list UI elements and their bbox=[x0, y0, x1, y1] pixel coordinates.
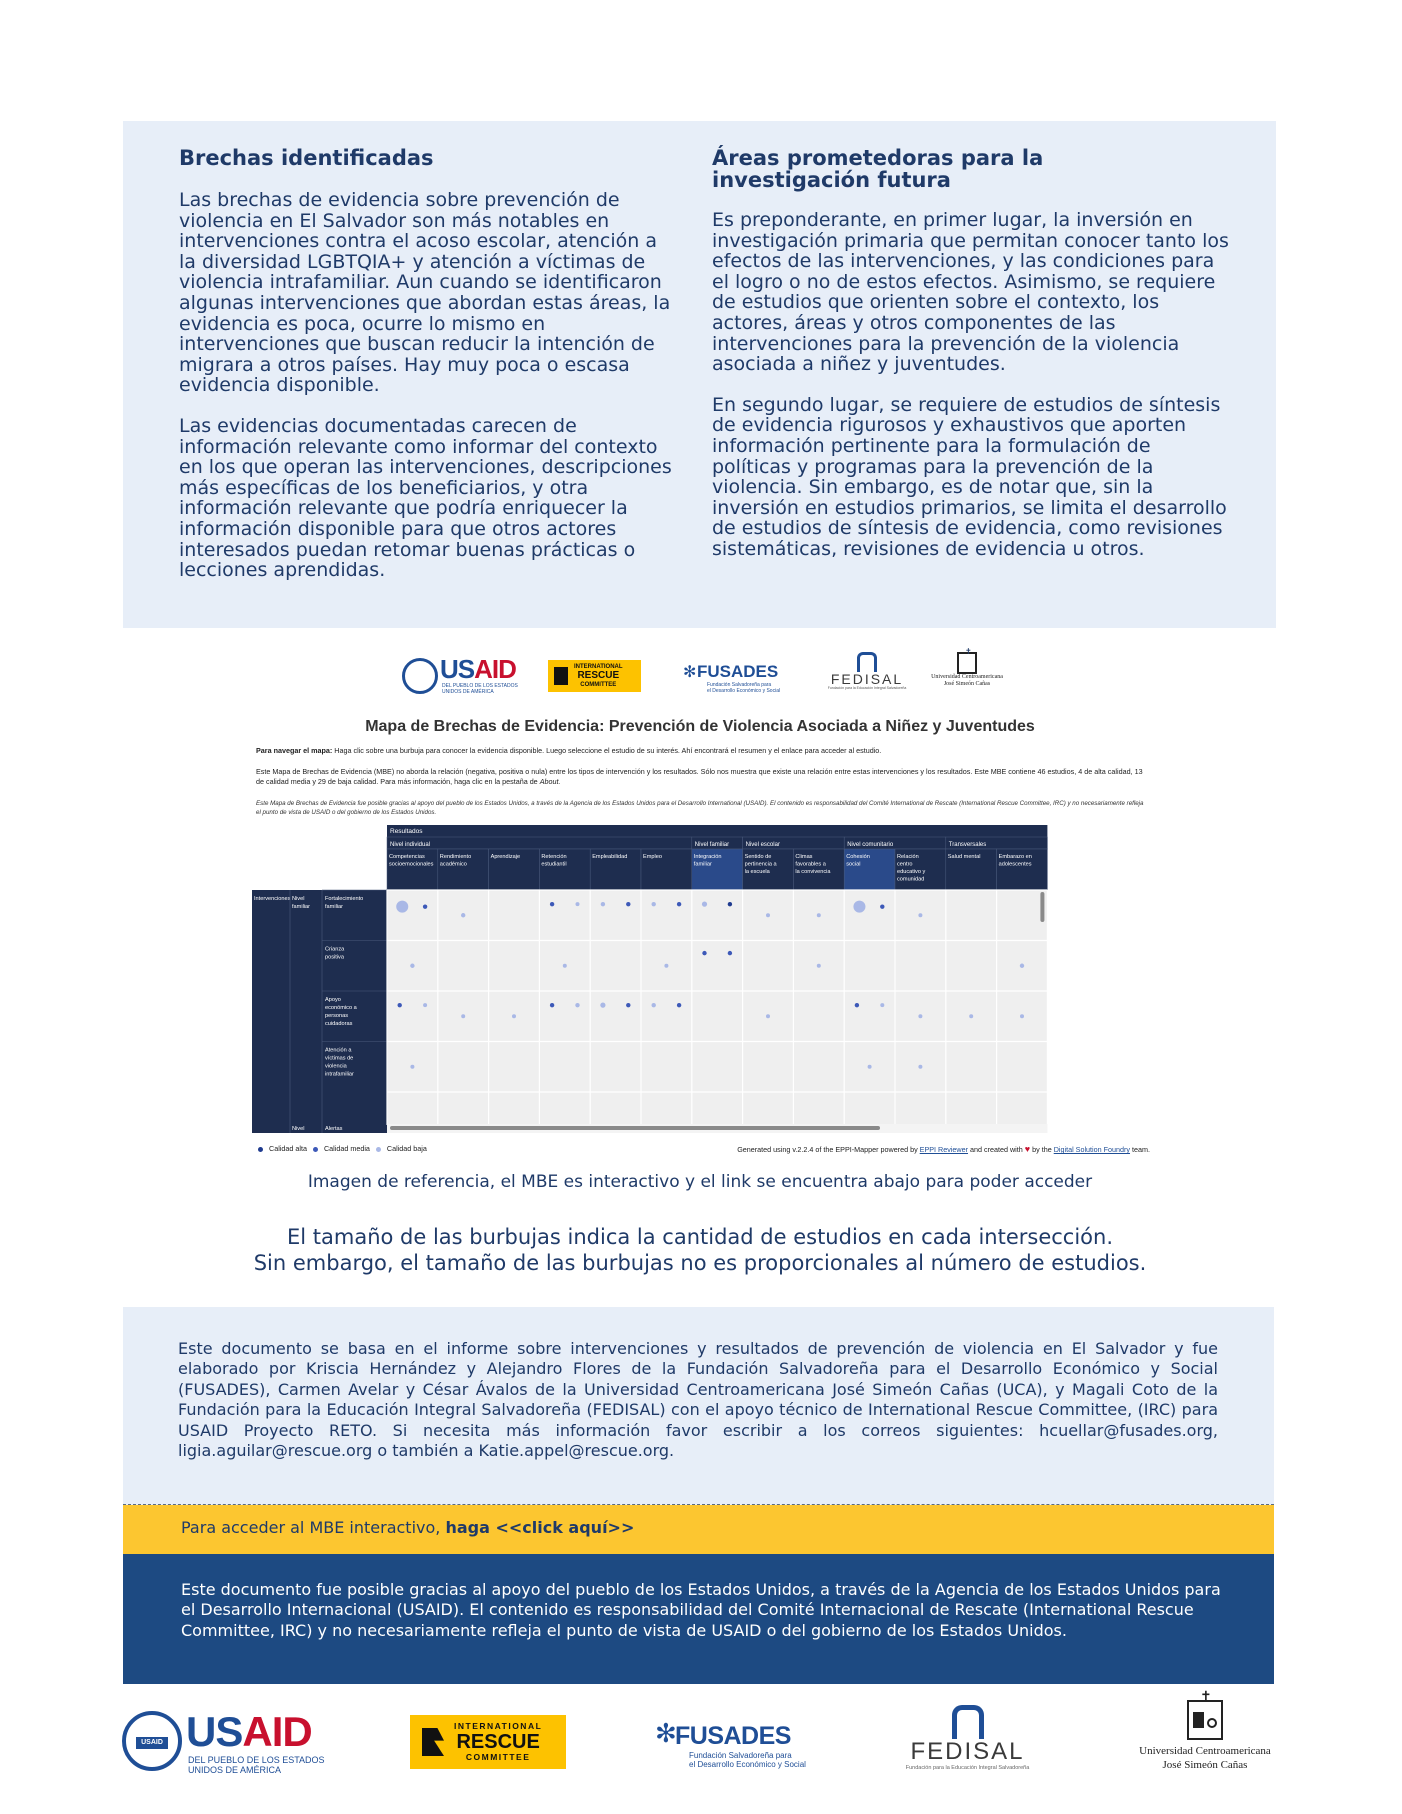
group-label: Nivel familiar bbox=[694, 842, 730, 848]
column-header-label: Cohesión social bbox=[846, 854, 870, 868]
evidence-bubble[interactable] bbox=[652, 1003, 656, 1007]
evidence-bubble[interactable] bbox=[550, 902, 554, 906]
uca-crest-icon: ✝ bbox=[1187, 1700, 1223, 1740]
column-header-label: Rendimiento académico bbox=[439, 854, 472, 868]
bubble-size-line-2: Sin embargo, el tamaño de las burbujas no es proporcionales al número de estudios. bbox=[253, 1251, 1147, 1275]
fusades-mark-icon: ✻ bbox=[683, 664, 697, 681]
high-quality-dot-icon bbox=[258, 1147, 263, 1152]
column-header-label: Salud mental bbox=[947, 854, 981, 860]
row-label: Fortalecimiento familiar bbox=[325, 896, 364, 910]
fusades-logo-small: ✻ FUSADES Fundación Salvadoreña para el Desarrollo Económico y Social bbox=[683, 662, 781, 694]
evidence-bubble[interactable] bbox=[410, 964, 414, 968]
evidence-bubble[interactable] bbox=[600, 1003, 605, 1008]
usaid-logo-small: USAID DEL PUEBLO DE LOS ESTADOS UNIDOS DE AMÉRICA bbox=[402, 656, 520, 696]
map-disclaimer: Este Mapa de Brechas de Evidencia fue posible gracias al apoyo del pueblo de los Estados Unidos, a través de la Agencia de los Estados Unidos para el Desarrollo International (USAID). El contenido es responsabilidad del Comité International de Rescate (International Rescue Committee, IRC) y no necesariamente refleja el punto de vista de USAID o del gobierno de los Estados Unidos. bbox=[256, 800, 1144, 816]
evidence-bubble[interactable] bbox=[969, 1014, 973, 1018]
low-quality-dot-icon bbox=[376, 1147, 381, 1152]
map-credits: Generated using v.2.2.4 of the EPPI-Mapper powered by EPPI Reviewer and created with ♥ by the Digital Solution Foundry team. bbox=[737, 1144, 1150, 1154]
click-here-link[interactable]: haga <<click aquí>> bbox=[445, 1518, 635, 1537]
evidence-gap-matrix[interactable] bbox=[252, 825, 1146, 1133]
irc-logo-small: INTERNATIONAL RESCUE COMMITTEE bbox=[548, 660, 641, 692]
usaid-logo: USAID USAID DEL PUEBLO DE LOS ESTADOS UNIDOS DE AMÉRICA bbox=[122, 1709, 332, 1773]
medium-quality-dot-icon bbox=[313, 1147, 318, 1152]
evidence-bubble[interactable] bbox=[563, 964, 567, 968]
row-label: Apoyo económico a personas cuidadoras bbox=[325, 997, 357, 1027]
column-header-label: Retención estudiantil bbox=[541, 854, 567, 868]
level-label: Nivel familiar bbox=[292, 896, 311, 910]
row-header-band bbox=[252, 890, 387, 1133]
evidence-bubble[interactable] bbox=[512, 1014, 516, 1018]
evidence-bubble[interactable] bbox=[918, 913, 922, 917]
row-label: Atención a víctimas de violencia intrafamiliar bbox=[325, 1047, 354, 1078]
map-about: Este Mapa de Brechas de Evidencia (MBE) no aborda la relación (negativa, positiva o nula) entre los tipos de intervención y los resultados. Sólo nos muestra que existe una relación entre estas intervenciones y los resultados. Este MBE contiene 46 estudios, 4 de alta calidad, 13 de calidad media y 29 de baja calidad. Para más información, haga clic en la pestaña de About. bbox=[256, 767, 1143, 786]
evidence-bubble[interactable] bbox=[702, 902, 707, 907]
evidence-bubble[interactable] bbox=[677, 1003, 681, 1007]
uca-logo: ✝ Universidad Centroamericana José Simeón Cañas bbox=[1139, 1688, 1271, 1771]
evidence-bubble[interactable] bbox=[728, 951, 732, 955]
evidence-bubble[interactable] bbox=[396, 901, 408, 913]
legend-high: Calidad alta bbox=[269, 1144, 307, 1153]
irc-logo: INTERNATIONAL RESCUE COMMITTEE bbox=[410, 1715, 566, 1769]
group-header[interactable] bbox=[387, 837, 692, 849]
matrix-grid bbox=[387, 890, 1047, 1133]
group-label: Nivel escolar bbox=[745, 842, 780, 848]
group-label: Nivel individual bbox=[390, 842, 431, 848]
evidence-bubble[interactable] bbox=[1020, 964, 1024, 968]
evidence-bubble[interactable] bbox=[817, 913, 821, 917]
evidence-bubble[interactable] bbox=[880, 904, 884, 908]
evidence-bubble[interactable] bbox=[853, 901, 865, 913]
usaid-seal-icon bbox=[402, 658, 438, 694]
promising-areas-text bbox=[712, 210, 1232, 580]
reference-caption: Imagen de referencia, el MBE es interactivo y el link se encuentra abajo para poder acceder bbox=[307, 1172, 1093, 1192]
results-label: Resultados bbox=[390, 828, 423, 835]
map-legend bbox=[258, 1144, 427, 1154]
map-instructions: Para navegar el mapa: Haga clic sobre una burbuja para conocer la evidencia disponible. Luego seleccione el estudio de su interés. Ahí encontrará el resumen y el enlace para acceder al estudio. bbox=[256, 746, 882, 755]
next-row-label: Alertas bbox=[325, 1126, 343, 1132]
evidence-bubble[interactable] bbox=[855, 1003, 859, 1007]
evidence-bubble[interactable] bbox=[398, 1003, 402, 1007]
evidence-bubble[interactable] bbox=[817, 964, 821, 968]
heart-icon: ♥ bbox=[1024, 1144, 1031, 1154]
promising-paragraph-1: Es preponderante, en primer lugar, la inversión en investigación primaria que permitan conocer tanto los efectos de las intervenciones, y las condiciones para el logro o no de estos efectos. Asimismo, se requiere de estudios que orienten sobre el contexto, los actores, áreas y otros componentes de las intervenciones para la prevención de la violencia asociada a niñez y juventudes. bbox=[712, 209, 1229, 376]
column-header-label: Empleo bbox=[643, 854, 662, 860]
fedisal-logo: FEDISAL Fundación para la Educación Integral Salvadoreña bbox=[895, 1705, 1040, 1775]
irc-mark-icon bbox=[554, 667, 568, 685]
column-header-label: Sentido de pertinencia a la escuela bbox=[744, 854, 777, 875]
evidence-bubble[interactable] bbox=[664, 964, 668, 968]
usaid-seal-icon: USAID bbox=[122, 1711, 182, 1771]
gaps-text bbox=[179, 190, 679, 601]
next-level-label: Nivel bbox=[292, 1126, 305, 1132]
evidence-bubble[interactable] bbox=[702, 951, 706, 955]
gaps-paragraph-2: Las evidencias documentadas carecen de información relevante como informar del contexto en los que operan las intervenciones, descripciones más específicas de los beneficiarios, y otra información relevante que podría enriquecer la información disponible para que otros actores interesados puedan retomar buenas prácticas o lecciones aprendidas. bbox=[179, 414, 672, 582]
horizontal-scrollbar[interactable] bbox=[390, 1126, 880, 1130]
evidence-bubble[interactable] bbox=[918, 1014, 922, 1018]
evidence-bubble[interactable] bbox=[550, 1003, 554, 1007]
evidence-bubble[interactable] bbox=[728, 902, 732, 906]
bubble-size-note bbox=[100, 1224, 1300, 1276]
legend-low: Calidad baja bbox=[386, 1144, 427, 1153]
interventions-label: Intervenciones bbox=[254, 896, 291, 902]
evidence-bubble[interactable] bbox=[880, 1003, 884, 1007]
map-title: Mapa de Brechas de Evidencia: Prevención de Violencia Asociada a Niñez y Juventudes bbox=[365, 718, 1035, 735]
evidence-bubble[interactable] bbox=[677, 902, 681, 906]
uca-logo-small: ✝ Universidad Centroamericana José Simeón Cañas bbox=[931, 647, 1003, 687]
column-header-label: Empleabilidad bbox=[592, 854, 628, 860]
evidence-bubble[interactable] bbox=[410, 1065, 414, 1069]
access-text: Para acceder al MBE interactivo, haga <<click aquí>> bbox=[181, 1518, 635, 1537]
legend-medium: Calidad media bbox=[323, 1144, 370, 1153]
fedisal-mark-icon bbox=[857, 652, 877, 672]
gaps-title: Brechas identificadas bbox=[179, 146, 434, 170]
evidence-bubble[interactable] bbox=[868, 1065, 872, 1069]
column-header-label: Climas favorables a la convivencia bbox=[795, 854, 831, 875]
evidence-bubble[interactable] bbox=[576, 902, 580, 906]
evidence-bubble[interactable] bbox=[461, 1014, 465, 1018]
digital-solution-foundry-link[interactable]: Digital Solution Foundry bbox=[1053, 1145, 1131, 1154]
gaps-paragraph-1: Las brechas de evidencia sobre prevención de violencia en El Salvador son más notables en intervenciones contra el acoso escolar, atención a la diversidad LGBTQIA+ y atención a víctimas de violencia intrafamiliar. Aun cuando se identificaron algunas intervenciones que abordan estas áreas, la evidencia es poca, ocurre lo mismo en intervenciones que buscan reducir la intención de migrara a otros países. Hay muy poca o escasa evidencia disponible. bbox=[179, 189, 671, 397]
usaid-disclaimer-text: Este documento fue posible gracias al apoyo del pueblo de los Estados Unidos, a través de la Agencia de los Estados Unidos para el Desarrollo Internacional (USAID). El contenido es responsabilidad del Comité Internacional de Rescate (International Rescue Committee, IRC) y no necesariamente refleja el punto de vista de USAID o del gobierno de los Estados Unidos. bbox=[181, 1580, 1221, 1640]
vertical-scrollbar[interactable] bbox=[1040, 892, 1044, 922]
column-header-label: Relación centro educativo y comunidad bbox=[897, 854, 926, 883]
evidence-bubble[interactable] bbox=[601, 902, 605, 906]
column-header-label: Aprendizaje bbox=[490, 854, 521, 860]
evidence-bubble[interactable] bbox=[461, 913, 465, 917]
evidence-bubble[interactable] bbox=[652, 902, 656, 906]
column-header-label: Embarazo en adolescentes bbox=[998, 854, 1032, 868]
promising-paragraph-2: En segundo lugar, se requiere de estudios de síntesis de evidencia rigurosos y exhaustivos que aporten información pertinente para la formulación de políticas y programas para la prevención de la violencia. Sin embargo, es de notar que, sin la inversión en estudios primarios, se limita el desarrollo de estudios de síntesis de evidencia, como revisiones sistemáticas, revisiones de evidencia u otros. bbox=[712, 393, 1227, 560]
evidence-bubble[interactable] bbox=[1020, 1014, 1024, 1018]
irc-mark-icon bbox=[422, 1728, 444, 1756]
group-label: Transversales bbox=[948, 842, 987, 848]
credits-text: Este documento se basa en el informe sobre intervenciones y resultados de prevención de violencia en El Salvador y fue elaborado por Kriscia Hernández y Alejandro Flores de la Fundación Salvadoreña para el Desarrollo Económico y Social (FUSADES), Carmen Avelar y César Ávalos de la Universidad Centroamericana José Simeón Cañas (UCA), y Magali Coto de la Fundación para la Educación Integral Salvadoreña (FEDISAL) con el apoyo técnico de International Rescue Committee, (IRC) para USAID Proyecto RETO. Si necesita más información favor escribir a los correos siguientes: hcuellar@fusades.org, ligia.aguilar@rescue.org o también a Katie.appel@rescue.org. bbox=[178, 1339, 1218, 1461]
fedisal-logo-small: FEDISAL Fundación para la Educación Integral Salvadoreña bbox=[827, 652, 907, 698]
evidence-bubble[interactable] bbox=[423, 904, 427, 908]
fusades-logo: ✻ FUSADES Fundación Salvadoreña para el Desarrollo Económico y Social bbox=[655, 1718, 806, 1769]
evidence-bubble[interactable] bbox=[626, 902, 630, 906]
fusades-mark-icon: ✻ bbox=[655, 1718, 677, 1748]
evidence-bubble[interactable] bbox=[766, 913, 770, 917]
evidence-bubble[interactable] bbox=[575, 1003, 579, 1007]
row-label: Crianza positiva bbox=[325, 946, 345, 961]
fedisal-mark-icon bbox=[952, 1705, 984, 1739]
evidence-bubble[interactable] bbox=[918, 1065, 922, 1069]
uca-crest-icon: ✝ bbox=[957, 652, 977, 674]
evidence-bubble[interactable] bbox=[626, 1003, 630, 1007]
promising-areas-title: Áreas prometedoras para la investigación futura bbox=[712, 146, 1044, 192]
column-header-label: Integración familiar bbox=[693, 854, 722, 868]
bubble-size-line-1: El tamaño de las burbujas indica la cantidad de estudios en cada intersección. bbox=[287, 1225, 1113, 1249]
evidence-bubble[interactable] bbox=[423, 1003, 427, 1007]
evidence-bubble[interactable] bbox=[766, 1014, 770, 1018]
group-label: Nivel comunitario bbox=[847, 842, 894, 848]
eppi-reviewer-link[interactable]: EPPI Reviewer bbox=[919, 1145, 969, 1154]
column-header-label: Competencias socioemocionales bbox=[389, 854, 434, 868]
